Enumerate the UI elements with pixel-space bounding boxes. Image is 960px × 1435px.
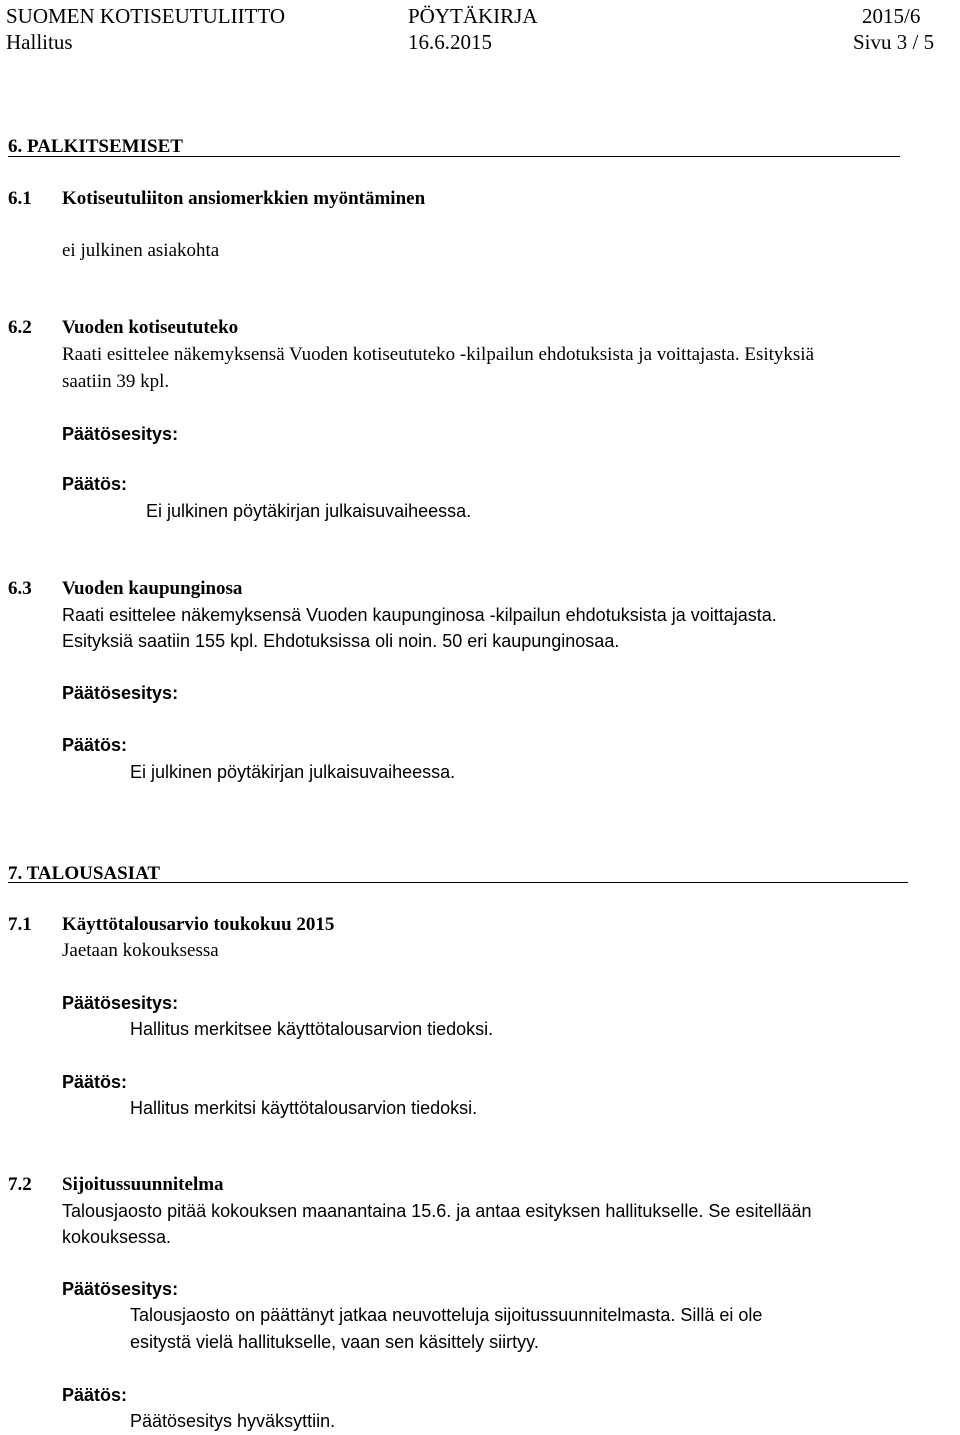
decision-text: Hallitus merkitsi käyttötalousarvion tiedoksi. [130,1098,478,1118]
proposal-label: Päätösesitys: [62,993,179,1013]
item-title: Kotiseutuliiton ansiomerkkien myöntäminen [62,188,426,209]
item-title: Sijoitussuunnitelma [62,1174,224,1195]
proposal-text: Talousjaosto on päättänyt jatkaa neuvotteluja sijoitussuunnitelmasta. Sillä ei ole [130,1305,763,1325]
section-title-underline [8,882,908,883]
proposal-label: Päätösesitys: [62,683,179,703]
section-title: 7. TALOUSASIAT [8,863,161,884]
item-number: 6.3 [8,578,32,599]
document-number: 2015/6 [862,4,921,28]
section-title-underline [8,156,900,157]
proposal-label: Päätösesitys: [62,424,179,444]
document-type: PÖYTÄKIRJA [408,4,538,28]
item-body-line: saatiin 39 kpl. [62,371,170,392]
page-number: Sivu 3 / 5 [853,30,935,54]
item-title: Vuoden kotiseututeko [62,317,239,338]
proposal-label: Päätösesitys: [62,1279,179,1299]
decision-label: Päätös: [62,735,128,755]
decision-text: Ei julkinen pöytäkirjan julkaisuvaiheessa. [146,501,472,521]
proposal-text: esitystä vielä hallitukselle, vaan sen käsittely siirtyy. [130,1332,539,1352]
item-body-line: Talousjaosto pitää kokouksen maanantaina 15.6. ja antaa esityksen hallitukselle. Se esitellään [62,1201,812,1221]
item-number: 7.2 [8,1174,32,1195]
decision-text: Päätösesitys hyväksyttiin. [130,1411,336,1431]
section-title: 6. PALKITSEMISET [8,136,183,157]
item-title: Vuoden kaupunginosa [62,578,243,599]
item-body-line: kokouksessa. [62,1227,172,1247]
item-body-line: Jaetaan kokouksessa [62,940,219,961]
item-note: ei julkinen asiakohta [62,240,220,261]
item-number: 7.1 [8,914,32,935]
item-number: 6.2 [8,317,32,338]
item-title: Käyttötalousarvio toukokuu 2015 [62,914,335,935]
item-body-line: Raati esittelee näkemyksensä Vuoden kaupunginosa -kilpailun ehdotuksista ja voittajasta. [62,605,777,625]
meeting-body: Hallitus [6,30,73,54]
item-body-line: Raati esittelee näkemyksensä Vuoden kotiseututeko -kilpailun ehdotuksista ja voittajasta. Esityksiä [62,344,815,365]
item-number: 6.1 [8,188,32,209]
decision-label: Päätös: [62,1385,128,1405]
item-body-line: Esityksiä saatiin 155 kpl. Ehdotuksissa oli noin. 50 eri kaupunginosaa. [62,631,620,651]
meeting-date: 16.6.2015 [408,30,492,54]
decision-label: Päätös: [62,1072,128,1092]
decision-text: Ei julkinen pöytäkirjan julkaisuvaiheessa. [130,762,456,782]
proposal-text: Hallitus merkitsee käyttötalousarvion tiedoksi. [130,1019,494,1039]
organization-name: SUOMEN KOTISEUTULIITTO [6,4,285,28]
decision-label: Päätös: [62,474,128,494]
